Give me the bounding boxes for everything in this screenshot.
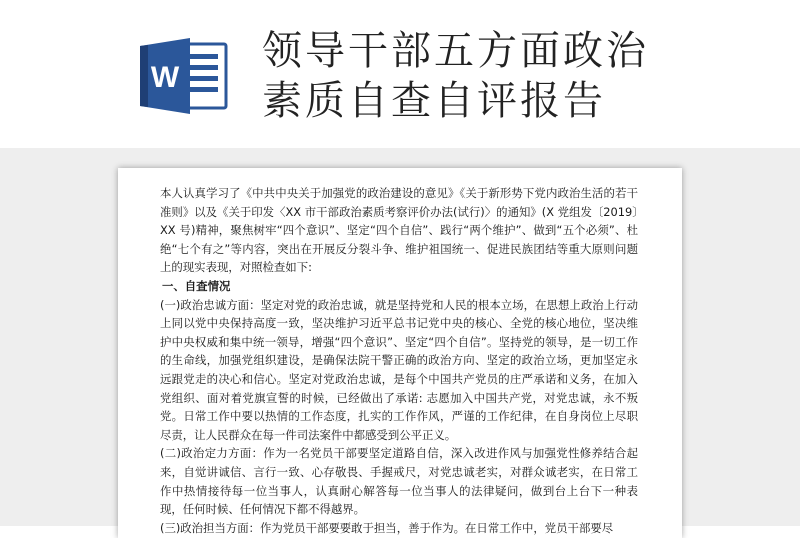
document-body — [160, 184, 638, 537]
title-line-2: 素质自查自评报告 — [262, 78, 606, 124]
section-heading: 一、自查情况 — [162, 278, 231, 293]
paragraph-political-loyalty: (一)政治忠诚方面：坚定对党的政治忠诚，就是坚持党和人民的根本立场，在思想上政治上行动上同以党中央保持高度一致，坚决维护习近平总书记党中央的核心、全党的核心地位，坚决维护中央权威和集中统一领导，增强“四个意识”、坚定“四个自信”。坚持党的领导，是一切工作的生命线，加强党组织建设，是确保法院干警正确的政治方向、坚定的政治立场，更加坚定永远跟党走的决心和信心。坚定对党政治忠诚，是每个中国共产党员的庄严承诺和义务，在加入党组织、面对着党旗宣誓的时候，已经做出了承诺: 志愿加入中国共产党，对党忠诚，永不叛党。日常工作中要以热情的工作态度，扎实的工作作风，严谨的工作纪律，在自身岗位上尽职尽责，让人民群众在每一件司法案件中都感受到公平正义。 — [160, 297, 638, 442]
title-line-1: 领导干部五方面政治 — [262, 28, 649, 74]
word-icon-letter: W — [150, 61, 180, 94]
page-title — [262, 26, 782, 126]
paragraph-political-resolve: (二)政治定力方面：作为一名党员干部要坚定道路自信，深入改进作风与加强党性修养结合起来，自觉讲诚信、言行一致、心存敬畏、手握戒尺，对党忠诚老实，对群众诚老实，在日常工作中热情接待每一位当事人，认真耐心解答每一位当事人的法律疑问，做到台上台下一种表现，任何时候、任何情况下都不得越界。 — [160, 446, 638, 517]
word-icon — [138, 36, 230, 116]
header-band — [0, 0, 800, 148]
paragraph-political-responsibility: (三)政治担当方面：作为党员干部要要敢于担当，善于作为。在日常工作中，党员干部要尽 — [160, 520, 614, 535]
intro-paragraph: 本人认真学习了《中共中央关于加强党的政治建设的意见》《关于新形势下党内政治生活的若干准则》以及《关于印发〈XX 市干部政治素质考察评价办法(试行)〉的通知》(X 党组发〔2019〕XX 号)精神，聚焦树牢“四个意识”、坚定“四个自信”、践行“两个维护”、做到“五个必须”、杜绝“七个有之”等内容，突出在开展反分裂斗争、维护祖国统一、促进民族团结等重大原则问题上的现实表现，对照检查如下: — [160, 186, 638, 275]
